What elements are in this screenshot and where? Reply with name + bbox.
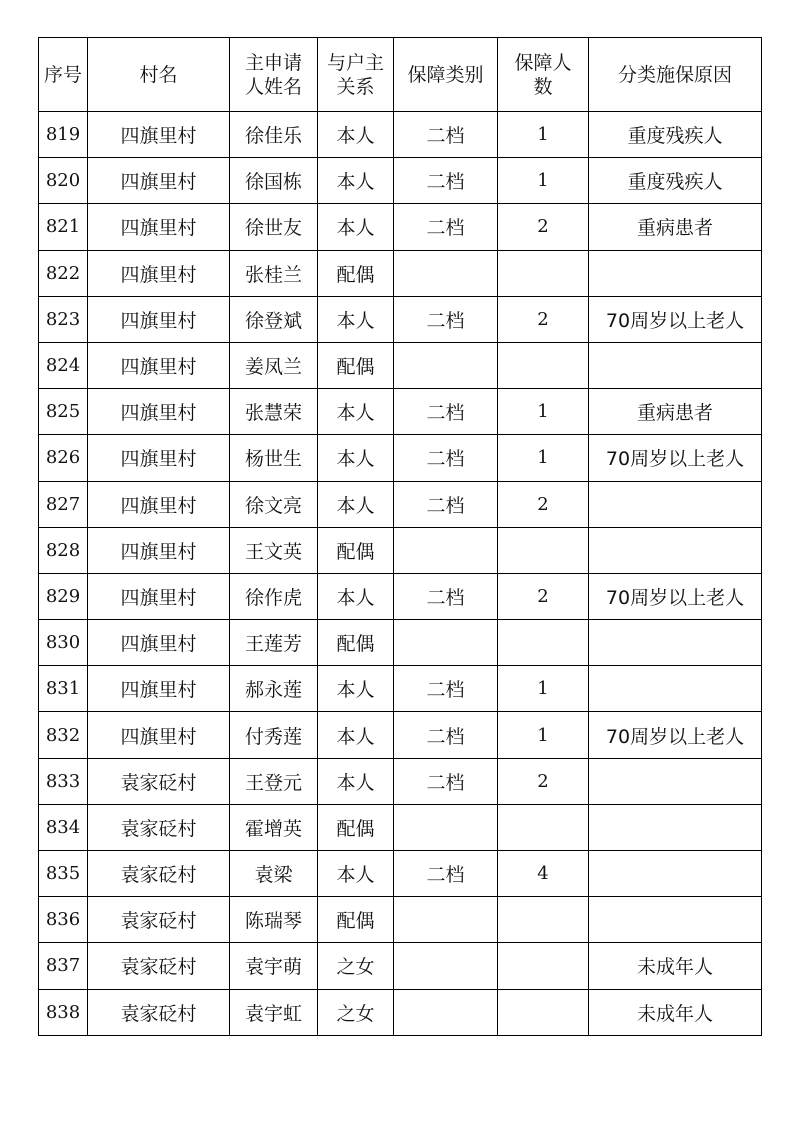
cell-seq: 836 <box>39 897 88 943</box>
cell-category: 二档 <box>394 573 498 619</box>
cell-name: 郝永莲 <box>230 666 318 712</box>
cell-relation: 本人 <box>318 851 394 897</box>
header-relation <box>318 38 394 112</box>
cell-relation: 本人 <box>318 389 394 435</box>
header-category: 保障类别 <box>394 38 498 112</box>
header-seq: 序号 <box>39 38 88 112</box>
cell-village: 四旗里村 <box>88 481 230 527</box>
cell-reason <box>589 758 762 804</box>
cell-count: 2 <box>498 481 589 527</box>
cell-seq: 824 <box>39 342 88 388</box>
cell-name: 霍增英 <box>230 804 318 850</box>
cell-relation: 本人 <box>318 758 394 804</box>
table-row <box>39 804 762 850</box>
cell-name: 徐登斌 <box>230 296 318 342</box>
cell-village: 四旗里村 <box>88 620 230 666</box>
cell-count <box>498 342 589 388</box>
header-applicant-line1: 主申请 <box>244 51 302 74</box>
cell-village: 四旗里村 <box>88 112 230 158</box>
cell-name: 姜凤兰 <box>230 342 318 388</box>
cell-seq: 829 <box>39 573 88 619</box>
cell-category: 二档 <box>394 758 498 804</box>
cell-count: 2 <box>498 573 589 619</box>
cell-count: 1 <box>498 435 589 481</box>
cell-name: 陈瑞琴 <box>230 897 318 943</box>
header-count-line1: 保障人 <box>514 51 572 74</box>
cell-reason <box>589 666 762 712</box>
cell-category <box>394 943 498 989</box>
cell-count: 2 <box>498 296 589 342</box>
cell-village: 四旗里村 <box>88 250 230 296</box>
cell-village: 四旗里村 <box>88 389 230 435</box>
cell-count <box>498 804 589 850</box>
header-applicant <box>230 38 318 112</box>
cell-name: 付秀莲 <box>230 712 318 758</box>
cell-village: 袁家砭村 <box>88 804 230 850</box>
cell-seq: 837 <box>39 943 88 989</box>
header-reason: 分类施保原因 <box>589 38 762 112</box>
table-body <box>39 112 762 1036</box>
cell-category <box>394 342 498 388</box>
cell-village: 四旗里村 <box>88 296 230 342</box>
cell-seq: 835 <box>39 851 88 897</box>
cell-count: 1 <box>498 389 589 435</box>
cell-seq: 819 <box>39 112 88 158</box>
cell-seq: 827 <box>39 481 88 527</box>
cell-category: 二档 <box>394 158 498 204</box>
cell-village: 袁家砭村 <box>88 851 230 897</box>
cell-seq: 825 <box>39 389 88 435</box>
cell-category <box>394 250 498 296</box>
cell-relation: 本人 <box>318 158 394 204</box>
cell-count: 2 <box>498 204 589 250</box>
table-row <box>39 527 762 573</box>
cell-name: 张慧荣 <box>230 389 318 435</box>
table-row <box>39 620 762 666</box>
table-row <box>39 342 762 388</box>
cell-reason <box>589 481 762 527</box>
cell-reason <box>589 342 762 388</box>
table-row <box>39 989 762 1035</box>
cell-category: 二档 <box>394 666 498 712</box>
cell-relation: 配偶 <box>318 250 394 296</box>
cell-relation: 本人 <box>318 712 394 758</box>
cell-name: 徐文亮 <box>230 481 318 527</box>
table-row <box>39 435 762 481</box>
cell-village: 四旗里村 <box>88 435 230 481</box>
cell-reason: 未成年人 <box>589 943 762 989</box>
cell-reason: 70周岁以上老人 <box>589 573 762 619</box>
table-row <box>39 389 762 435</box>
table-row <box>39 666 762 712</box>
cell-village: 袁家砭村 <box>88 897 230 943</box>
cell-village: 四旗里村 <box>88 342 230 388</box>
cell-relation: 本人 <box>318 573 394 619</box>
cell-relation: 配偶 <box>318 620 394 666</box>
cell-category: 二档 <box>394 112 498 158</box>
table-row <box>39 851 762 897</box>
cell-count: 1 <box>498 666 589 712</box>
cell-village: 四旗里村 <box>88 573 230 619</box>
cell-relation: 本人 <box>318 666 394 712</box>
table-row <box>39 712 762 758</box>
cell-reason <box>589 527 762 573</box>
cell-village: 袁家砭村 <box>88 758 230 804</box>
cell-reason <box>589 250 762 296</box>
cell-count: 2 <box>498 758 589 804</box>
header-relation-line2: 关系 <box>336 75 375 98</box>
cell-category: 二档 <box>394 481 498 527</box>
cell-category <box>394 620 498 666</box>
cell-seq: 826 <box>39 435 88 481</box>
cell-relation: 本人 <box>318 204 394 250</box>
cell-category <box>394 897 498 943</box>
cell-name: 张桂兰 <box>230 250 318 296</box>
cell-reason: 重病患者 <box>589 204 762 250</box>
cell-name: 徐国栋 <box>230 158 318 204</box>
header-row <box>39 38 762 112</box>
cell-relation: 之女 <box>318 989 394 1035</box>
cell-name: 王登元 <box>230 758 318 804</box>
cell-name: 袁梁 <box>230 851 318 897</box>
cell-reason <box>589 897 762 943</box>
table-row <box>39 758 762 804</box>
cell-reason: 70周岁以上老人 <box>589 712 762 758</box>
cell-name: 袁宇虹 <box>230 989 318 1035</box>
table-row <box>39 204 762 250</box>
table-row <box>39 250 762 296</box>
cell-seq: 834 <box>39 804 88 850</box>
cell-count <box>498 989 589 1035</box>
cell-seq: 821 <box>39 204 88 250</box>
cell-relation: 配偶 <box>318 342 394 388</box>
cell-reason <box>589 851 762 897</box>
table-row <box>39 573 762 619</box>
cell-category <box>394 527 498 573</box>
cell-count: 1 <box>498 712 589 758</box>
table-row <box>39 296 762 342</box>
header-count-line2: 数 <box>533 75 553 98</box>
cell-reason: 重度残疾人 <box>589 158 762 204</box>
cell-category: 二档 <box>394 204 498 250</box>
cell-count <box>498 620 589 666</box>
cell-reason: 未成年人 <box>589 989 762 1035</box>
cell-reason <box>589 620 762 666</box>
cell-seq: 838 <box>39 989 88 1035</box>
table-row <box>39 158 762 204</box>
header-village: 村名 <box>88 38 230 112</box>
cell-village: 四旗里村 <box>88 204 230 250</box>
cell-count: 1 <box>498 158 589 204</box>
cell-reason: 重病患者 <box>589 389 762 435</box>
cell-name: 袁宇萌 <box>230 943 318 989</box>
cell-reason <box>589 804 762 850</box>
cell-name: 王莲芳 <box>230 620 318 666</box>
cell-relation: 本人 <box>318 112 394 158</box>
cell-village: 四旗里村 <box>88 712 230 758</box>
cell-count <box>498 250 589 296</box>
cell-relation: 配偶 <box>318 804 394 850</box>
assistance-table <box>38 37 762 1036</box>
cell-category: 二档 <box>394 389 498 435</box>
cell-count: 4 <box>498 851 589 897</box>
cell-relation: 本人 <box>318 296 394 342</box>
cell-seq: 823 <box>39 296 88 342</box>
cell-category: 二档 <box>394 851 498 897</box>
cell-name: 徐作虎 <box>230 573 318 619</box>
cell-village: 袁家砭村 <box>88 943 230 989</box>
cell-name: 杨世生 <box>230 435 318 481</box>
table-header <box>39 38 762 112</box>
cell-category <box>394 989 498 1035</box>
cell-seq: 830 <box>39 620 88 666</box>
header-relation-line1: 与户主 <box>326 51 384 74</box>
cell-name: 徐世友 <box>230 204 318 250</box>
header-count <box>498 38 589 112</box>
cell-count <box>498 527 589 573</box>
cell-count <box>498 943 589 989</box>
cell-village: 四旗里村 <box>88 158 230 204</box>
cell-name: 王文英 <box>230 527 318 573</box>
cell-seq: 833 <box>39 758 88 804</box>
header-applicant-line2: 人姓名 <box>244 75 302 98</box>
cell-category <box>394 804 498 850</box>
cell-relation: 配偶 <box>318 897 394 943</box>
table-row <box>39 481 762 527</box>
cell-seq: 820 <box>39 158 88 204</box>
cell-reason: 70周岁以上老人 <box>589 296 762 342</box>
cell-category: 二档 <box>394 296 498 342</box>
cell-relation: 配偶 <box>318 527 394 573</box>
cell-relation: 之女 <box>318 943 394 989</box>
cell-relation: 本人 <box>318 435 394 481</box>
cell-seq: 822 <box>39 250 88 296</box>
cell-name: 徐佳乐 <box>230 112 318 158</box>
table-row <box>39 112 762 158</box>
cell-category: 二档 <box>394 712 498 758</box>
cell-village: 袁家砭村 <box>88 989 230 1035</box>
table-row <box>39 897 762 943</box>
cell-seq: 831 <box>39 666 88 712</box>
cell-count <box>498 897 589 943</box>
cell-village: 四旗里村 <box>88 666 230 712</box>
cell-relation: 本人 <box>318 481 394 527</box>
cell-count: 1 <box>498 112 589 158</box>
cell-reason: 重度残疾人 <box>589 112 762 158</box>
cell-village: 四旗里村 <box>88 527 230 573</box>
cell-seq: 832 <box>39 712 88 758</box>
cell-seq: 828 <box>39 527 88 573</box>
cell-category: 二档 <box>394 435 498 481</box>
table-row <box>39 943 762 989</box>
cell-reason: 70周岁以上老人 <box>589 435 762 481</box>
